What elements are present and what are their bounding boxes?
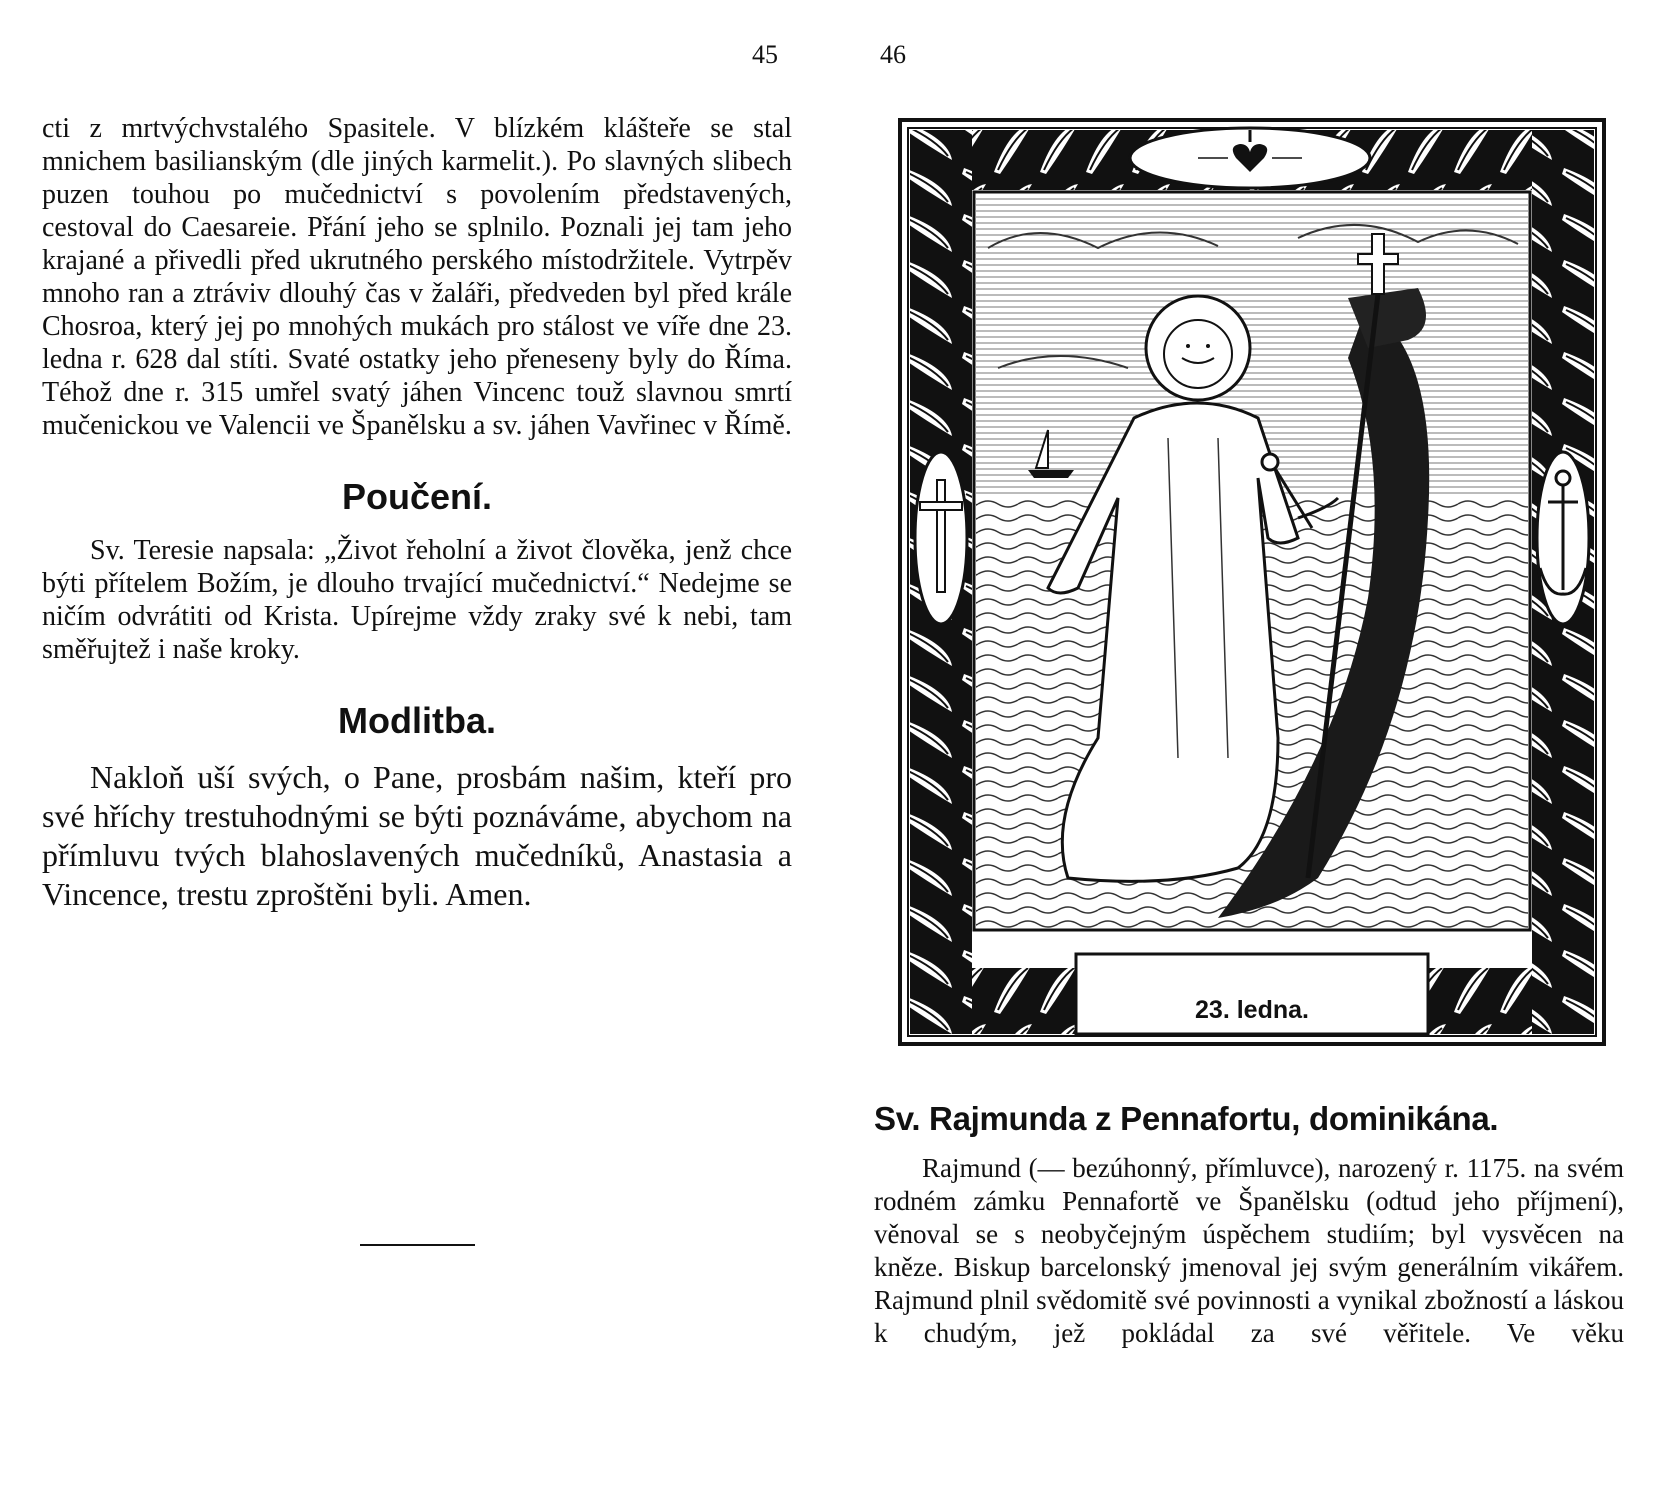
right-page-column: [874, 1100, 1624, 1350]
page-number-right: 46: [880, 40, 906, 69]
saint-title: Sv. Rajmunda z Pennafortu, dominikána.: [874, 1100, 1499, 1137]
left-page-column: [42, 112, 792, 914]
saint-illustration: [898, 118, 1606, 1048]
intro-paragraph: cti z mrtvýchvstalého Spasitele. V blízkém klášteře se stal mnichem basilianským (dle jiných karmelit.). Po slavných slibech puzen touhou po mučednictví s povolením představených, cestoval do Caesareie. Přání jeho se splnilo. Poznali jej tam jeho krajané a přivedli před ukrutného perského místodržitele. Vytrpěv mnoho ran a ztráviv dlouhý čas v žaláři, předveden byl před krále Chosroa, který jej po mnohých mukách pro stálost ve víře dne 23. ledna r. 628 dal stíti. Svaté ostatky jeho přeneseny byly do Říma. Téhož dne r. 315 umřel svatý jáhen Vincenc touž slavnou smrtí mučenickou ve Valencii ve Španělsku a sv. jáhen Vavřinec v Římě.: [42, 113, 792, 441]
instruction-paragraph: Sv. Teresie napsala: „Život řeholní a život člověka, jenž chce býti přítelem Božím, je dlouho trvající mučednictví.“ Nedejme se ničím odvrátiti od Krista. Upírejme vždy zraky své k nebi, tam směřujtež i naše kroky.: [42, 535, 792, 665]
illustration-date-caption: 23. ledna.: [1195, 996, 1309, 1024]
heading-prayer: Modlitba.: [338, 700, 496, 741]
prayer-paragraph: Nakloň uší svých, o Pane, prosbám našim, kteří pro své hříchy trestuhodnými se býti poznáváme, abychom na přímluvu tvých blahoslavených mučedníků, Anastasia a Vincence, trestu zproštěni byli. Amen.: [42, 759, 792, 912]
saint-body-paragraph: Rajmund (— bezúhonný, přímluvce), narozený r. 1175. na svém rodném zámku Pennafortě ve Španělsku (odtud jeho příjmení), věnoval se s neobyčejným úspěchem studiím; byl vysvěcen na kněze. Biskup barcelonský jmenoval jej svým generálním vikářem. Rajmund plnil svědomitě své povinnosti a vynikal zbožností a láskou k chudým, jež pokládal za své věřitele. Ve věku: [874, 1153, 1624, 1348]
page-number-left: 45: [752, 40, 778, 69]
heading-instruction: Poučení.: [341, 476, 493, 517]
section-separator: [360, 1244, 475, 1246]
illustration-frame: [898, 118, 1606, 1048]
